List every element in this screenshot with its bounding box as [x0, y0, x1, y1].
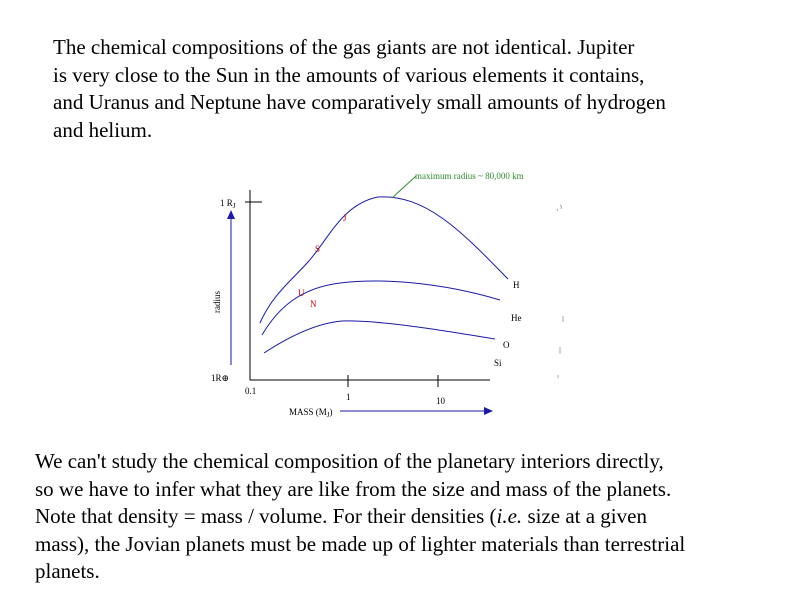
intro-line: The chemical compositions of the gas giants are not identical. Jupiter	[53, 35, 635, 59]
planet-label-saturn: S	[315, 244, 321, 254]
x-axis-tick-label: 1	[346, 392, 351, 402]
x-axis-tick-label: 10	[436, 396, 445, 406]
radius-arrow-head-icon	[227, 210, 235, 219]
stray-mark	[557, 205, 563, 378]
y-axis-bottom-tick-label: 1R⊕	[211, 373, 230, 383]
planet-label-uranus: U	[298, 288, 305, 298]
composition-label-oxygen: O	[503, 340, 510, 350]
y-axis-top-tick-label: 1 $R_J$	[220, 198, 236, 210]
rock-curve	[264, 321, 495, 353]
outro-paragraph	[35, 448, 780, 586]
composition-label-silicon: Si	[494, 358, 502, 368]
max-radius-annotation: maximum radius ~ 80,000 km	[415, 171, 524, 181]
x-axis-label: MASS $(M_J)$	[289, 407, 333, 419]
outro-line-end: size at a given	[522, 504, 647, 528]
intro-line: is very close to the Sun in the amounts of various elements it contains,	[53, 62, 645, 87]
intro-line: and helium.	[53, 117, 153, 142]
outro-line: We can't study the chemical composition of the planetary interiors directly,	[35, 449, 664, 473]
composition-label-helium: He	[511, 313, 522, 323]
mass-radius-diagram	[200, 160, 580, 425]
outro-line: Note that density = mass / volume. For their densities (	[35, 504, 497, 528]
y-axis-label: radius	[212, 291, 222, 313]
intro-paragraph	[53, 34, 773, 144]
annotation-leader-line	[392, 176, 416, 198]
planet-label-neptune: N	[310, 299, 317, 309]
planet-label-jupiter: J	[343, 213, 347, 223]
outro-line: so we have to infer what they are like from the size and mass of the planets.	[35, 476, 672, 501]
outro-line: mass), the Jovian planets must be made up of lighter materials than terrestrial	[35, 531, 686, 556]
x-axis-tick-label: 0.1	[245, 386, 257, 396]
hydrogen-helium-curve	[260, 197, 508, 323]
composition-label-hydrogen: H	[513, 280, 520, 290]
ie-abbreviation: i.e.	[496, 504, 523, 528]
intro-line: and Uranus and Neptune have comparatively small amounts of hydrogen	[53, 90, 666, 114]
outro-line: planets.	[35, 559, 100, 583]
mass-arrow-head-icon	[484, 407, 493, 415]
